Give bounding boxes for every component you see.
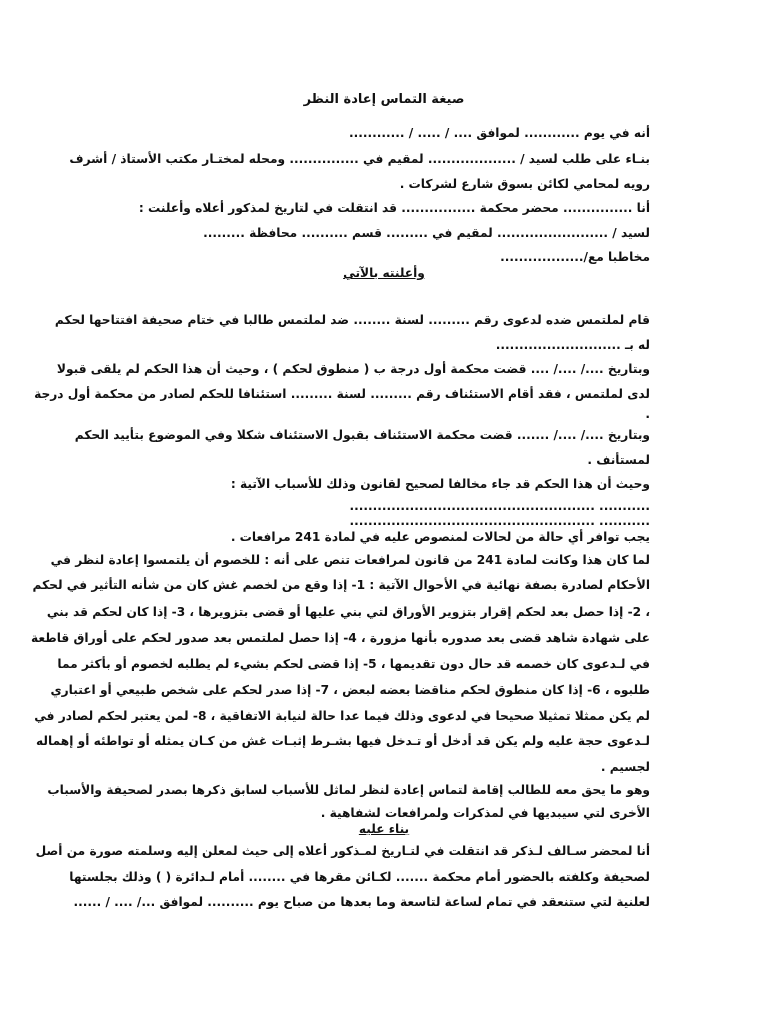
closing-line: أنا لمحضر سـالف لـذكر قد انتقلت في لتـاريخ لمـذكور أعلاه إلى حيث لمعلن إليه وسلمته صورة من أصل bbox=[35, 844, 650, 858]
body-line: له بـ ........................... bbox=[495, 338, 650, 352]
body-line: ........... ..................................................... bbox=[349, 514, 650, 528]
intro-line: أنه في يوم ............ لموافق .... / ..... / ............ bbox=[348, 126, 650, 140]
body-line: على شهادة شاهد قضى بعد صدوره بأنها مزورة ، 4- إذا حصل لملتمس بعد صدور لحكم على أوراق قاطعة bbox=[30, 631, 650, 645]
body-line: ، 2- إذا حصل بعد لحكم إقرار بتزوير الأوراق لتي بني عليها أو قضى بتزويرها ، 3- إذا كان لحكم قد بني bbox=[46, 605, 650, 619]
body-line: وحيث أن هذا الحكم قد جاء مخالفا لصحيح لقانون وذلك للأسباب الآتية : bbox=[230, 477, 650, 491]
body-line: لما كان هذا وكانت لمادة 241 من قانون لمرافعات تنص على أنه : للخصوم أن يلتمسوا إعادة لنظر في bbox=[50, 553, 650, 567]
body-line: الأحكام لصادرة بصفة نهائية في الأحوال الآتية : 1- إذا وقع من لخصم غش كان من شأنه التأثير في لحكم bbox=[32, 578, 650, 592]
body-line: طلبوه ، 6- إذا كان منطوق لحكم مناقضا بعضه لبعض ، 7- إذا صدر لحكم على شخص طبيعي أو اعتباري bbox=[50, 683, 650, 697]
closing-line: لعلنية لتي ستنعقد في تمام لساعة لتاسعة وما بعدها من صباح يوم .......... لموافق .../ .... / ...... bbox=[73, 895, 650, 909]
body-line: وبتاريخ ..../ ..../ ....... قضت محكمة الاستئناف بقبول الاستئناف شكلا وفي الموضوع بتأييد الحكم bbox=[74, 428, 650, 442]
intro-line: أنا ............... محضر محكمة ................ قد انتقلت في لتاريخ لمذكور أعلاه وأعلنت : bbox=[138, 201, 650, 215]
body-line: وهو ما يحق معه للطالب إقامة لتماس إعادة لنظر لماثل للأسباب لسابق ذكرها بصدر لصحيفة والأسباب bbox=[47, 783, 650, 797]
body-line: ........... ..................................................... bbox=[349, 499, 650, 513]
closing-line: لصحيفة وكلفته بالحضور أمام محكمة ....... لكـائن مقرها في ........ أمام لـدائرة ( ) وذلك بجلستها bbox=[69, 870, 650, 884]
intro-line: رويه لمحامي لكائن بسوق شارع لشركات . bbox=[399, 177, 650, 191]
body-line: لـدعوى حجة عليه ولم يكن قد أدخل أو تـدخل فيها بشـرط إثبـات غش من كـان يمثله أو تواطئه أو إهماله bbox=[36, 734, 650, 748]
body-line: . bbox=[645, 407, 650, 421]
document-title: صيغة التماس إعادة النظر bbox=[303, 92, 465, 107]
body-line: قام لملتمس ضده لدعوى رقم ......... لسنة ........ ضد لملتمس طالبا في ختام صحيفة افتتاحها لحكم bbox=[54, 313, 650, 327]
body-line: يجب توافر أي حالة من لحالات لمنصوص عليه في لمادة 241 مرافعات . bbox=[230, 530, 650, 544]
announce-heading: وأعلنته بالآتي bbox=[343, 266, 425, 280]
body-line: لجسيم . bbox=[600, 760, 650, 774]
body-line: الأخرى لتي سيبديها في لمذكرات ولمرافعات لشفاهية . bbox=[320, 806, 650, 820]
body-line: في لـدعوى كان خصمه قد حال دون تقديمها ، 5- إذا قضى لحكم بشيء لم يطلبه لخصوم أو بأكثر مما bbox=[57, 657, 650, 671]
intro-line: مخاطبا مع/.................. bbox=[500, 250, 650, 264]
based-heading: بناء عليه bbox=[358, 822, 410, 836]
intro-line: بنـاء على طلب لسيد / ................... لمقيم في ............... ومحله لمختـار مكتب الأستاذ / أشرف bbox=[69, 152, 650, 166]
intro-line: لسيد / ........................ لمقيم في ......... قسم .......... محافظة ......... bbox=[203, 226, 650, 240]
body-line: لدى لملتمس ، فقد أقام الاستئناف رقم ......... لسنة ......... استئنافا للحكم لصادر من محكمة أول درجة bbox=[34, 387, 650, 401]
body-line: لم يكن ممثلا تمثيلا صحيحا في لدعوى وذلك فيما عدا حالة لنيابة الاتفاقية ، 8- لمن يعتبر لحكم لصادر في bbox=[34, 709, 650, 723]
body-line: وبتاريخ ..../ ..../ .... قضت محكمة أول درجة ب ( منطوق لحكم ) ، وحيث أن هذا الحكم لم يلقى قبولا bbox=[56, 362, 650, 376]
body-line: لمستأنف . bbox=[587, 453, 650, 467]
